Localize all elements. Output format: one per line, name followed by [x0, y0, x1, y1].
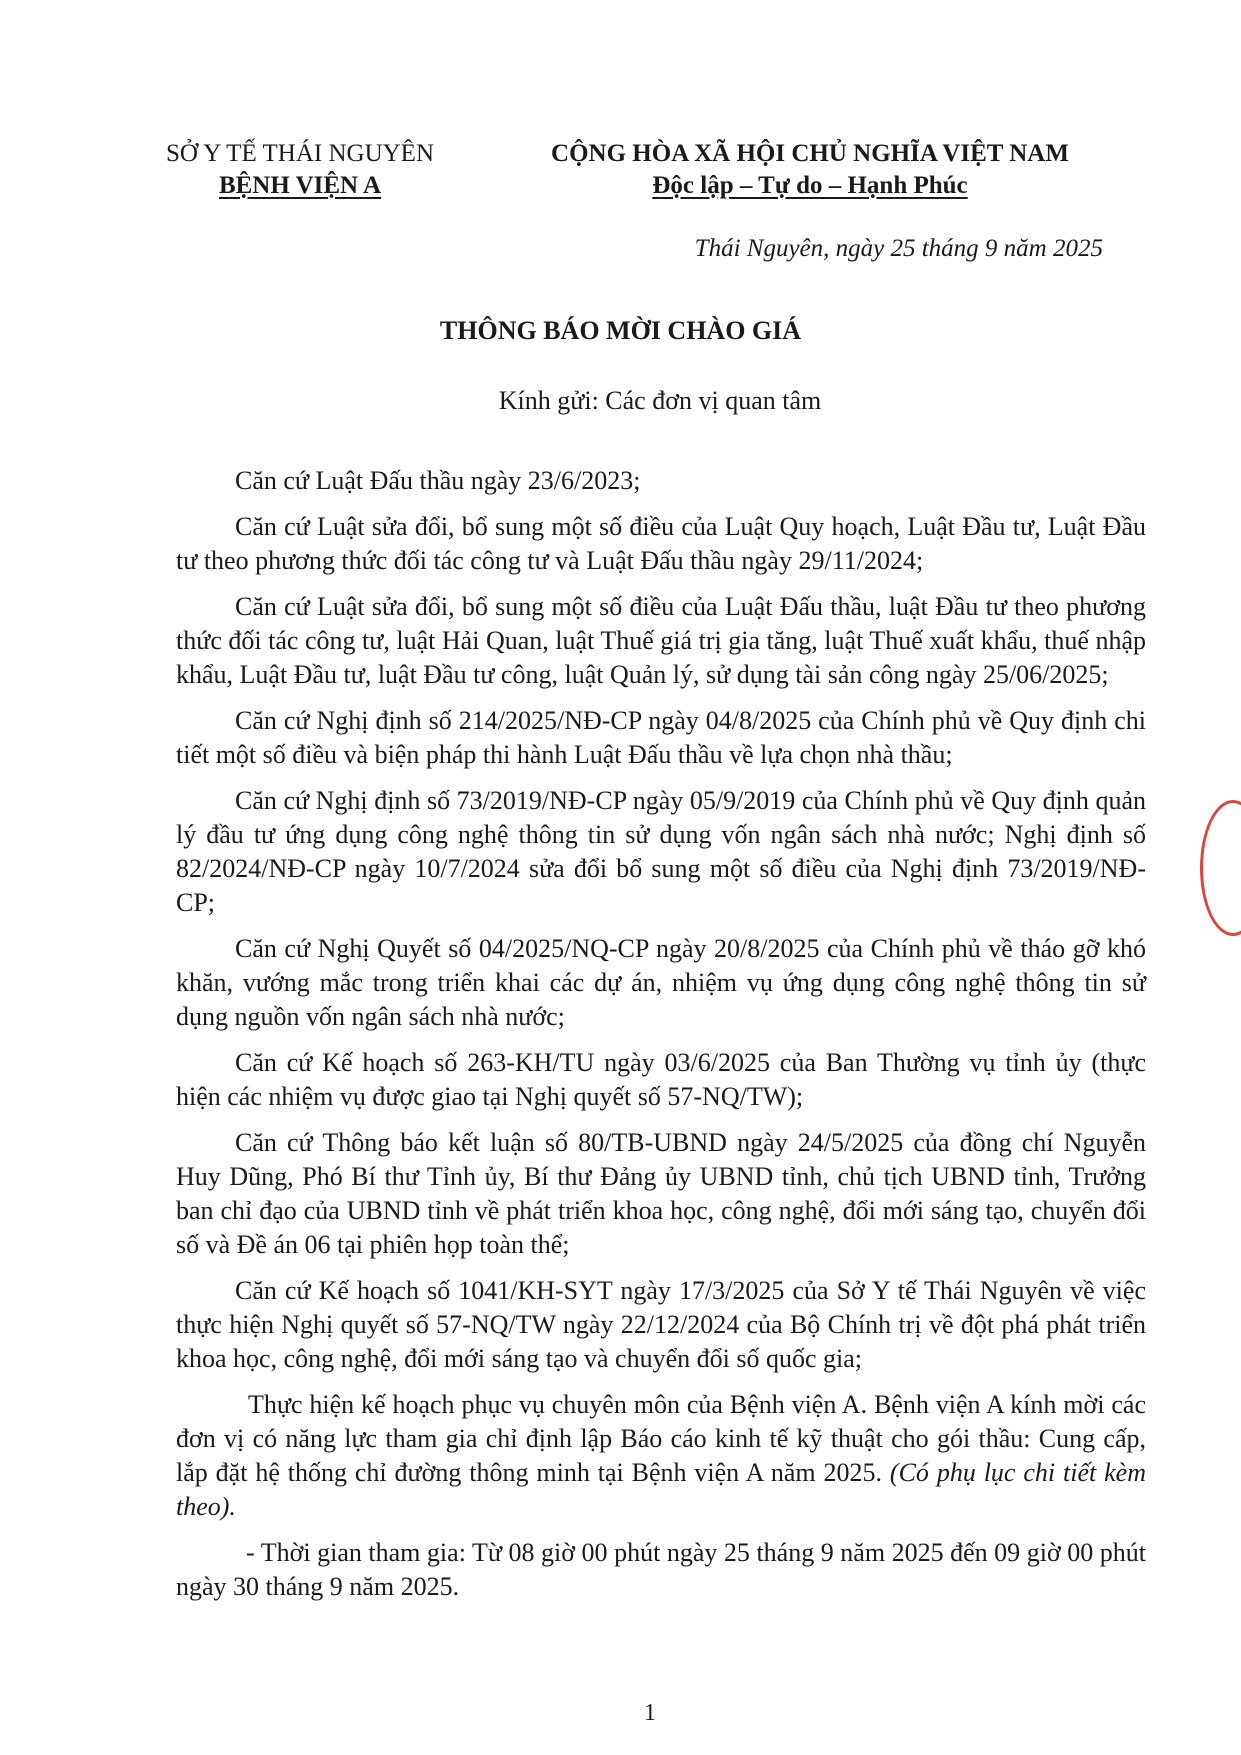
implementation-paragraph [176, 1388, 1146, 1524]
legal-basis-paragraph: Căn cứ Luật sửa đổi, bổ sung một số điều của Luật Quy hoạch, Luật Đầu tư, Luật Đầu tư theo phương thức đối tác công tư và Luật Đấu thầu ngày 29/11/2024; [176, 512, 1146, 575]
document-body [176, 464, 1146, 1616]
legal-basis-paragraph: Căn cứ Nghị định số 73/2019/NĐ-CP ngày 05/9/2019 của Chính phủ về Quy định quản lý đầu tư ứng dụng công nghệ thông tin sử dụng vốn ngân sách nhà nước; Nghị định số 82/2024/NĐ-CP ngày 10/7/2024 sửa đổi bổ sung một số điều của Nghị định 73/2019/NĐ-CP; [176, 786, 1146, 917]
legal-basis-paragraph: Căn cứ Kế hoạch số 1041/KH-SYT ngày 17/3/2025 của Sở Y tế Thái Nguyên về việc thực hiện Nghị quyết số 57-NQ/TW ngày 22/12/2024 của Bộ Chính trị về đột phá phát triển khoa học, công nghệ, đổi mới sáng tạo và chuyển đổi số quốc gia; [176, 1276, 1146, 1373]
national-motto: Độc lập – Tự do – Hạnh Phúc [652, 172, 968, 199]
country-name: CỘNG HÒA XÃ HỘI CHỦ NGHĨA VIỆT NAM [551, 140, 1069, 167]
issuing-organization [160, 138, 440, 202]
date-line: Thái Nguyên, ngày 25 tháng 9 năm 2025 [694, 235, 1103, 262]
hospital-name: BỆNH VIỆN A [218, 172, 382, 199]
legal-basis-paragraph: Căn cứ Luật Đấu thầu ngày 23/6/2023; [235, 466, 641, 495]
red-seal-fragment [1200, 800, 1241, 936]
parent-agency: SỞ Y TẾ THÁI NGUYÊN [165, 140, 435, 167]
salutation: Kính gửi: Các đơn vị quan tâm [498, 386, 822, 415]
legal-basis-paragraph: Căn cứ Kế hoạch số 263-KH/TU ngày 03/6/2025 của Ban Thường vụ tỉnh ủy (thực hiện các nhiệm vụ được giao tại Nghị quyết số 57-NQ/TW); [176, 1048, 1146, 1111]
page-number: 1 [644, 1700, 656, 1726]
legal-basis-paragraph: Căn cứ Nghị Quyết số 04/2025/NQ-CP ngày 20/8/2025 của Chính phủ về tháo gỡ khó khăn, vướng mắc trong triển khai các dự án, nhiệm vụ ứng dụng công nghệ thông tin sử dụng nguồn vốn ngân sách nhà nước; [176, 934, 1146, 1031]
legal-basis-paragraph: Căn cứ Thông báo kết luận số 80/TB-UBND ngày 24/5/2025 của đồng chí Nguyễn Huy Dũng, Phó Bí thư Tỉnh ủy, Bí thư Đảng ủy UBND tỉnh, chủ tịch UBND tỉnh, Trưởng ban chỉ đạo của UBND tỉnh về phát triển khoa học, công nghệ, đổi mới sáng tạo, chuyển đổi số và Đề án 06 tại phiên họp toàn thể; [176, 1128, 1146, 1259]
legal-basis-paragraph: Căn cứ Nghị định số 214/2025/NĐ-CP ngày 04/8/2025 của Chính phủ về Quy định chi tiết một số điều và biện pháp thi hành Luật Đấu thầu về lựa chọn nhà thầu; [176, 706, 1146, 769]
legal-basis-paragraph: Căn cứ Luật sửa đổi, bổ sung một số điều của Luật Đấu thầu, luật Đầu tư theo phương thức đối tác công tư, luật Hải Quan, luật Thuế giá trị gia tăng, luật Thuế xuất khẩu, thuế nhập khẩu, Luật Đầu tư, luật Đầu tư công, luật Quản lý, sử dụng tài sản công ngày 25/06/2025; [176, 592, 1146, 689]
participation-time: - Thời gian tham gia: Từ 08 giờ 00 phút ngày 25 tháng 9 năm 2025 đến 09 giờ 00 phút ngày 30 tháng 9 năm 2025. [176, 1538, 1146, 1601]
document-title: THÔNG BÁO MỜI CHÀO GIÁ [439, 316, 802, 345]
appendix-note: (Có phụ lục chi tiết kèm theo). [176, 1458, 1146, 1521]
national-header [520, 138, 1100, 202]
implementation-text: Thực hiện kế hoạch phục vụ chuyên môn của Bệnh viện A. Bệnh viện A kính mời các đơn vị có năng lực tham gia chỉ định lập Báo cáo kinh tế kỹ thuật cho gói thầu: Cung cấp, lắp đặt hệ thống chỉ đường thông minh tại Bệnh viện A năm 2025. [176, 1390, 1146, 1487]
